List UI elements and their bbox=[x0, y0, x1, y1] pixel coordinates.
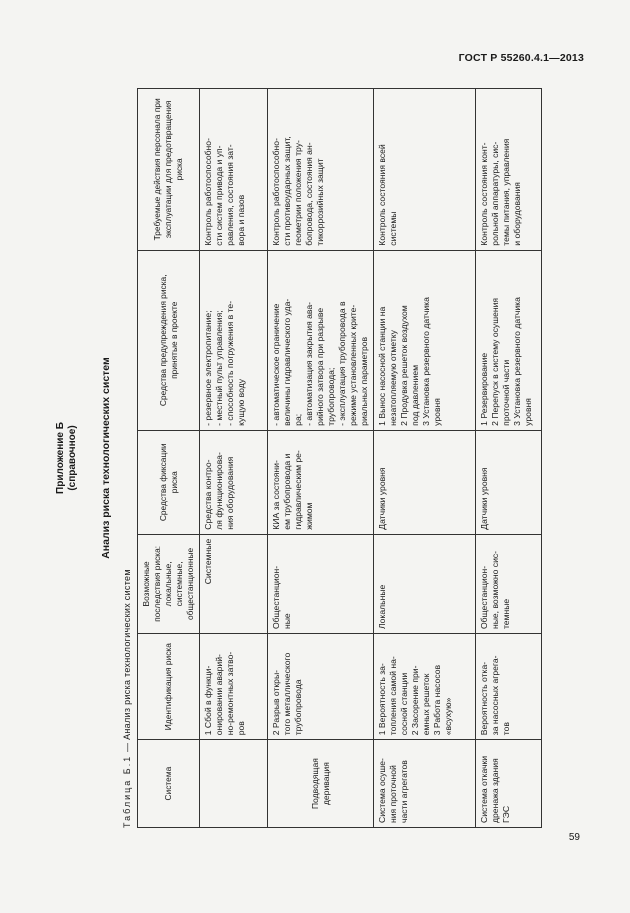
cell-line: Локальные bbox=[377, 584, 387, 630]
cell-line: - местный пульт управления; bbox=[214, 310, 224, 426]
cell-line: емных решеток bbox=[421, 673, 431, 736]
cell-risk bbox=[268, 634, 374, 740]
cell-line: тикоррозийных защит bbox=[315, 158, 325, 246]
cell-actions bbox=[476, 89, 542, 251]
cell-consequences bbox=[476, 534, 542, 633]
table-header-row bbox=[138, 89, 200, 828]
cell-risk bbox=[200, 634, 268, 740]
cell-line: рольной аппаратуры, сис- bbox=[490, 141, 500, 246]
appendix-subtitle: (справочное) bbox=[67, 425, 78, 491]
cell-line: Контроль состояния всей bbox=[377, 144, 387, 246]
cell-line: Вероятность отка- bbox=[479, 661, 489, 736]
cell-line: онировании аварий- bbox=[214, 654, 224, 736]
cell-line: темные bbox=[501, 598, 511, 630]
cell-line: 3 Установка резервного датчика bbox=[421, 297, 431, 426]
cell-line: ров bbox=[236, 721, 246, 736]
column-header-system: Система bbox=[138, 740, 200, 828]
cell-line: топления самой на- bbox=[388, 656, 398, 736]
cell-line: тов bbox=[501, 722, 511, 736]
section-title: Анализ риска технологических систем bbox=[100, 357, 112, 559]
risk-analysis-table bbox=[137, 88, 542, 828]
cell-line: трубопровода bbox=[293, 679, 303, 736]
cell-line: вора и пазов bbox=[236, 194, 246, 246]
cell-line: - эксплуатация трубопровода в bbox=[337, 301, 347, 426]
cell-line: гидравлическим ре- bbox=[293, 450, 303, 530]
cell-line: уровня bbox=[523, 398, 533, 426]
cell-line: ра; bbox=[293, 413, 303, 426]
cell-line: ля функционирова- bbox=[214, 452, 224, 530]
cell-line: КИА за состояни- bbox=[271, 460, 281, 530]
appendix-title: Приложение Б bbox=[55, 422, 66, 494]
cell-line: 3 Работа насосов bbox=[432, 664, 442, 736]
column-header-risk: Идентификация риска bbox=[138, 634, 200, 740]
cell-line: - автоматизация закрытия ава- bbox=[304, 301, 314, 426]
cell-line: темы питания, управления bbox=[501, 138, 511, 246]
cell-line: равления, состояния зат- bbox=[225, 144, 235, 246]
cell-actions bbox=[268, 89, 374, 251]
cell-line: Контроль работоспособно- bbox=[203, 138, 213, 246]
cell-line: рийного затвора при разрыве bbox=[315, 307, 325, 426]
cell-line: того металлического bbox=[282, 652, 292, 736]
cell-system: Система осуше-ния проточной части агрегатов bbox=[374, 740, 476, 828]
cell-line: ные, возможно сис- bbox=[490, 550, 500, 630]
cell-consequences bbox=[374, 534, 476, 633]
cell-line: 3 Установка резервного датчика bbox=[512, 297, 522, 426]
cell-line: уровня bbox=[432, 398, 442, 426]
cell-line: жимом bbox=[304, 502, 314, 530]
table-caption bbox=[122, 569, 132, 828]
cell-line: 1 Вынос насосной станции на bbox=[377, 306, 387, 426]
document-code: ГОСТ Р 55260.4.1—2013 bbox=[458, 52, 584, 64]
cell-system bbox=[200, 740, 268, 828]
cell-line: риальных параметров bbox=[359, 336, 369, 426]
cell-system: Система откачки дренажа здания ГЭС bbox=[476, 740, 542, 828]
cell-actions bbox=[200, 89, 268, 251]
cell-risk bbox=[374, 634, 476, 740]
cell-line: Датчики уровня bbox=[479, 467, 489, 530]
cell-line: Средства контро- bbox=[203, 459, 213, 530]
appendix-heading bbox=[55, 88, 79, 828]
column-header-prevention: Средства предупреждения риска, принятые в проекте bbox=[138, 250, 200, 430]
cell-detection bbox=[476, 430, 542, 534]
cell-line: за насосных агрега- bbox=[490, 655, 500, 736]
cell-line: геометрии положения тру- bbox=[293, 140, 303, 246]
cell-line: бопровода, состояния ан- bbox=[304, 142, 314, 246]
cell-line: Контроль состояния конт- bbox=[479, 142, 489, 246]
cell-line: величины гидравлического уда- bbox=[282, 298, 292, 426]
cell-line: трубопровода; bbox=[326, 367, 336, 426]
cell-line: 1 Резервирование bbox=[479, 352, 489, 426]
cell-line: 2 Засорение при- bbox=[410, 665, 420, 736]
rotated-content bbox=[45, 88, 595, 828]
cell-line: ния оборудования bbox=[225, 456, 235, 530]
cell-line: проточной части bbox=[501, 359, 511, 426]
cell-line: - способность погружения в те- bbox=[225, 300, 235, 426]
cell-line: ные bbox=[282, 613, 292, 630]
cell-line: 1 Вероятность за- bbox=[377, 663, 387, 736]
cell-line: Контроль работоспособно- bbox=[271, 138, 281, 246]
cell-consequences bbox=[200, 534, 268, 633]
table-caption-label: Таблица Б.1 bbox=[122, 754, 132, 828]
cell-line: системы bbox=[388, 211, 398, 246]
cell-actions bbox=[374, 89, 476, 251]
table-body bbox=[200, 89, 542, 828]
cell-line: режиме установленных крите- bbox=[348, 304, 358, 426]
cell-detection bbox=[200, 430, 268, 534]
cell-line: «всухую» bbox=[443, 697, 453, 736]
column-header-consequences: Возможные последствия риска: локальные, системные, общестанционные bbox=[138, 534, 200, 633]
cell-line: 2 Продувка решеток воздухом bbox=[399, 305, 409, 426]
cell-line: и оборудования bbox=[512, 182, 522, 246]
column-header-actions: Требуемые действия персонала при эксплуатации для предотвращения риска bbox=[138, 89, 200, 251]
page-number: 59 bbox=[568, 832, 580, 843]
cell-line: сти противоударных защит, bbox=[282, 136, 292, 246]
cell-line: Общестанцион- bbox=[479, 565, 489, 630]
cell-system: Подводящая деривация bbox=[268, 740, 374, 828]
cell-line: 2 Перепуск в систему осушения bbox=[490, 297, 500, 426]
cell-line: 2 Разрыв откры- bbox=[271, 670, 281, 736]
cell-detection bbox=[268, 430, 374, 534]
cell-line: Датчики уровня bbox=[377, 467, 387, 530]
cell-line: - резервное электропитание; bbox=[203, 310, 213, 426]
cell-line: кущую воду bbox=[236, 378, 246, 426]
table-row bbox=[374, 89, 476, 828]
cell-line: Системные bbox=[203, 538, 213, 585]
cell-line: но-ремонтных затво- bbox=[225, 651, 235, 736]
cell-prevention bbox=[268, 250, 374, 430]
cell-line: - автоматическое ограничение bbox=[271, 303, 281, 426]
cell-risk bbox=[476, 634, 542, 740]
column-header-detection: Средства фиксации риска bbox=[138, 430, 200, 534]
table-caption-text: — Анализ риска технологических систем bbox=[122, 569, 132, 755]
cell-prevention bbox=[374, 250, 476, 430]
cell-line: сти систем привода и уп- bbox=[214, 145, 224, 246]
cell-detection bbox=[374, 430, 476, 534]
cell-line: сосной станции bbox=[399, 672, 409, 736]
cell-line: ем трубопровода и bbox=[282, 453, 292, 530]
cell-prevention bbox=[200, 250, 268, 430]
table-row bbox=[200, 89, 268, 828]
cell-line: 1 Сбой в функци- bbox=[203, 665, 213, 736]
cell-line: незатопляемую отметку bbox=[388, 330, 398, 426]
cell-prevention bbox=[476, 250, 542, 430]
cell-line: Общестанцион- bbox=[271, 565, 281, 630]
table-row bbox=[268, 89, 374, 828]
table-row bbox=[476, 89, 542, 828]
cell-consequences bbox=[268, 534, 374, 633]
cell-line: под давлением bbox=[410, 364, 420, 426]
